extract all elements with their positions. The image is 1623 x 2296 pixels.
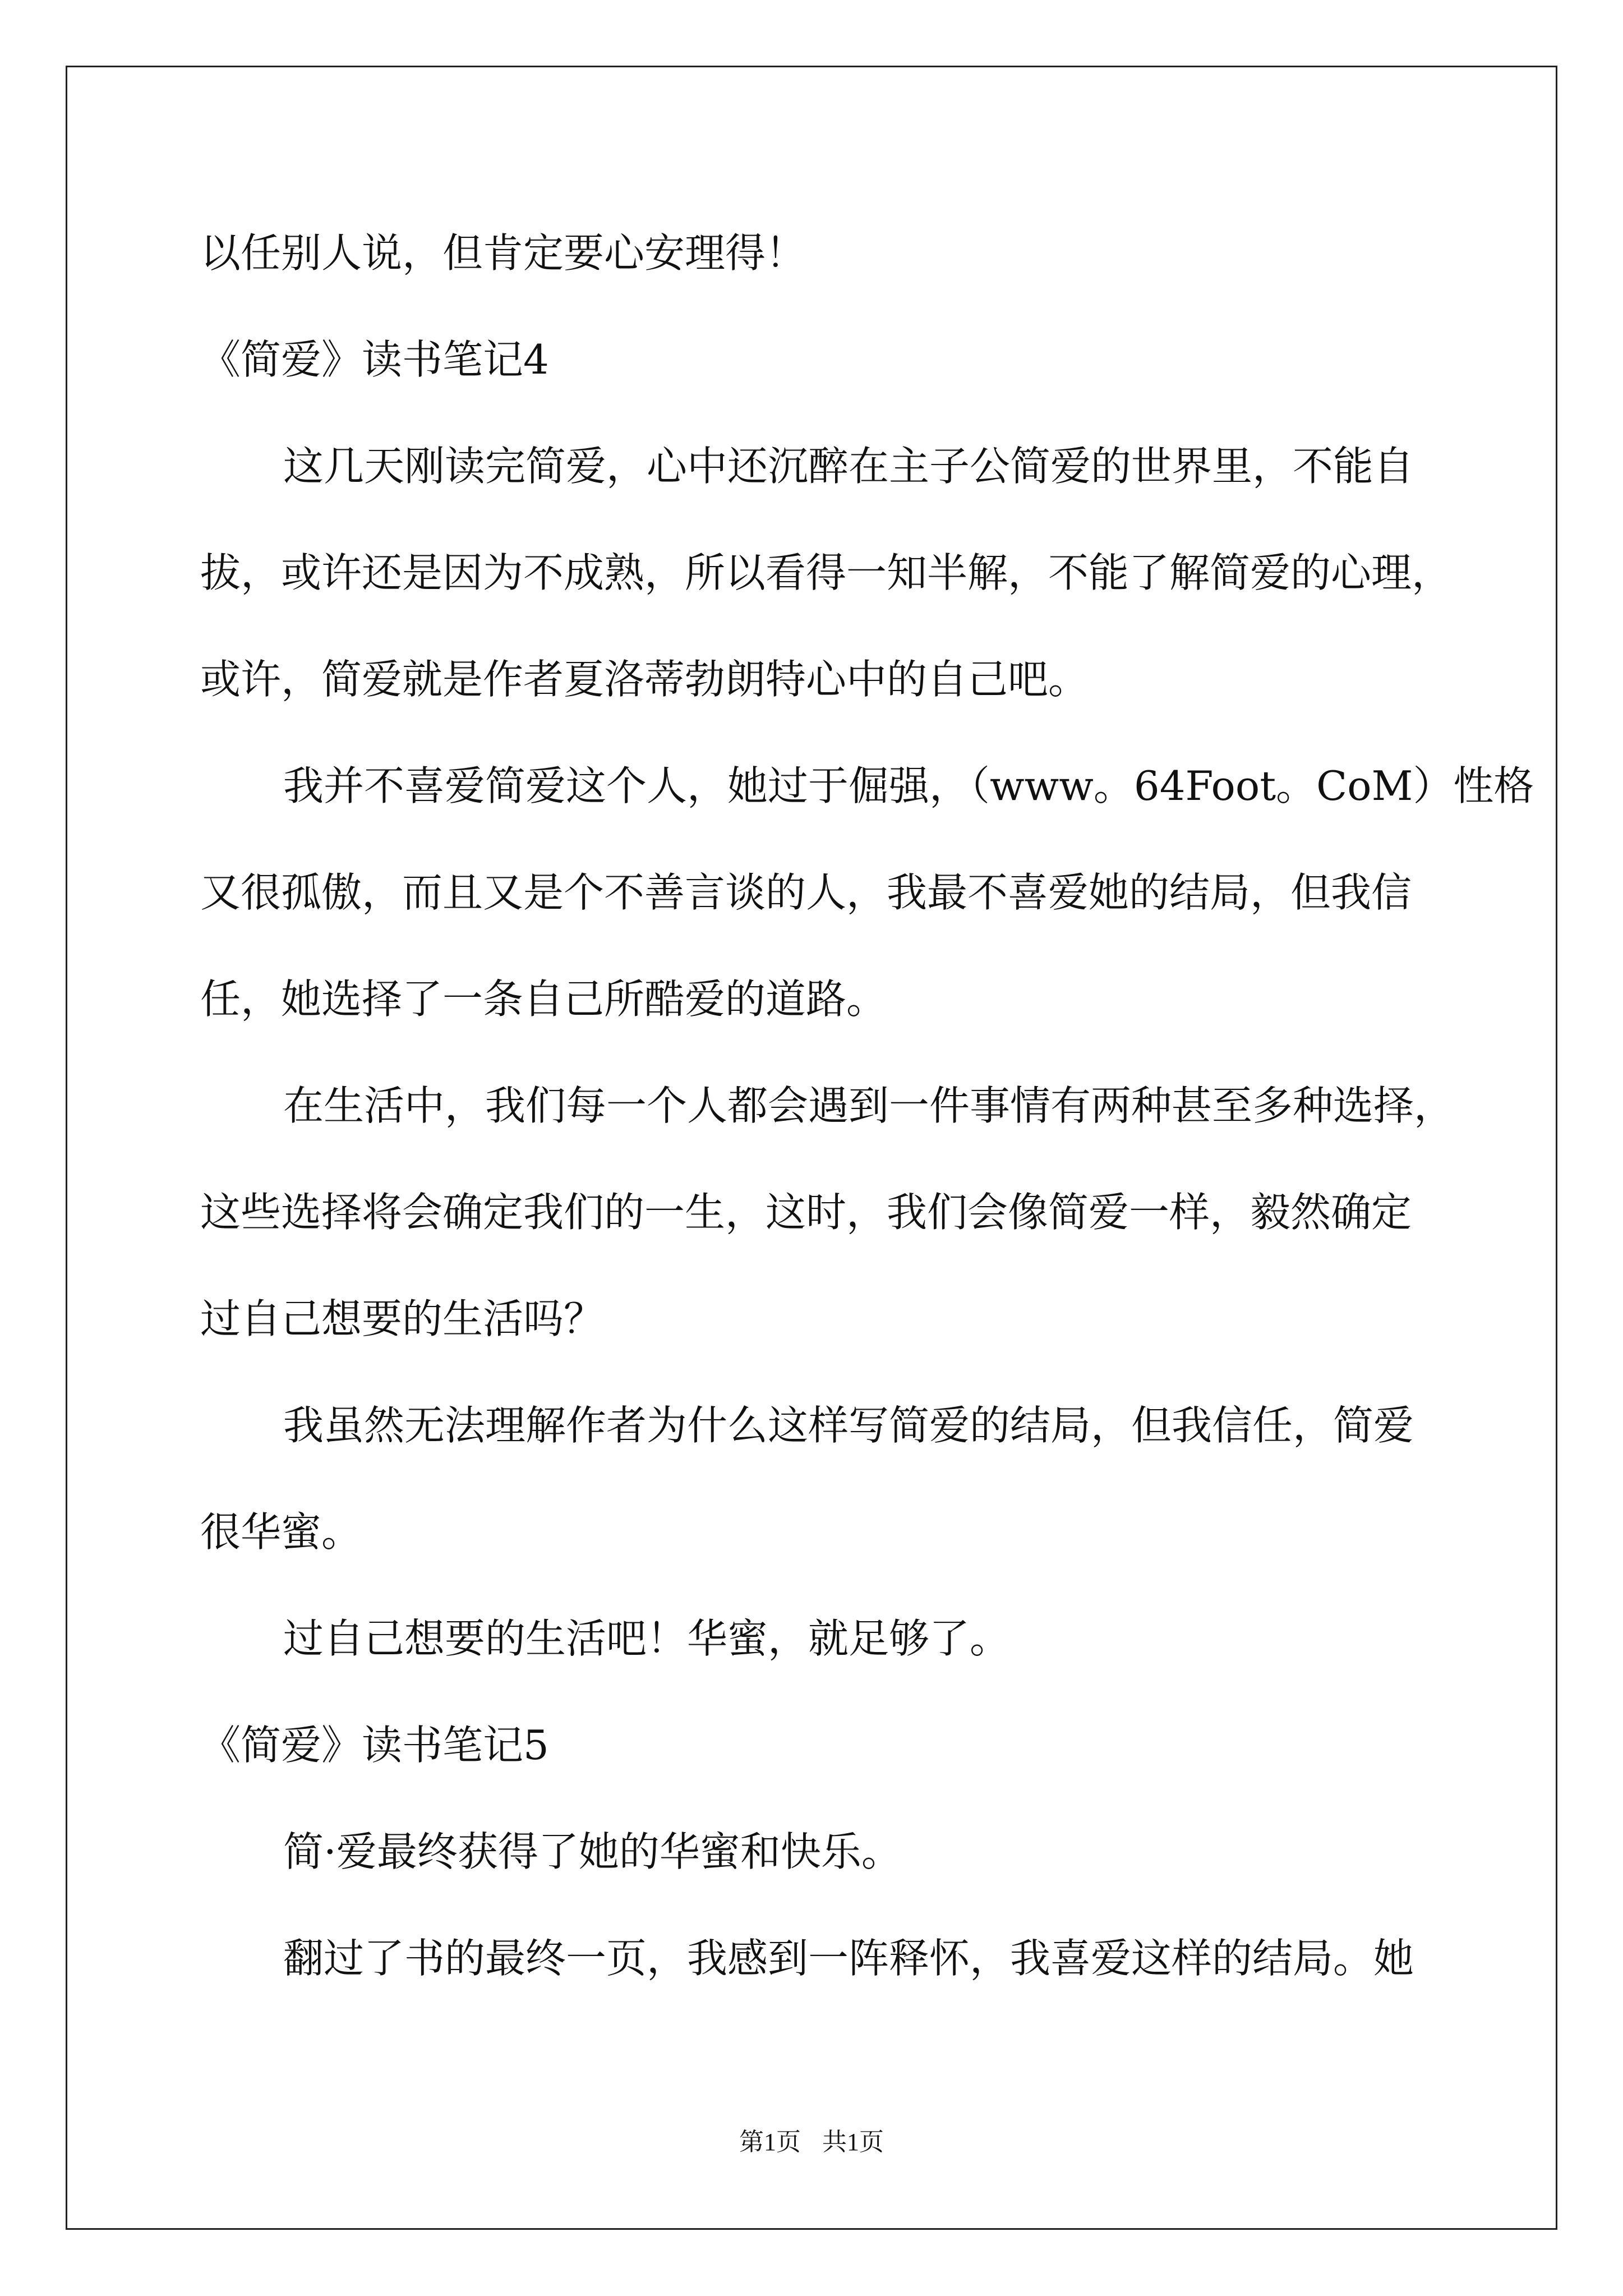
page-number-total: 共1页 [822, 2128, 884, 2156]
paragraph-line: 又很孤傲，而且又是个不善言谈的人，我最不喜爱她的结局，但我信 [200, 869, 1412, 916]
page-border [66, 66, 1557, 2230]
paragraph-line: 翻过了书的最终一页，我感到一阵释怀，我喜爱这样的结局。她 [283, 1935, 1414, 1982]
paragraph-line: 过自己想要的生活吗？ [200, 1295, 605, 1342]
paragraph-line: 简·爱最终获得了她的华蜜和快乐。 [283, 1828, 902, 1875]
section-heading: 《简爱》读书笔记5 [200, 1722, 549, 1769]
paragraph-line: 很华蜜。 [200, 1508, 362, 1556]
section-heading: 《简爱》读书笔记4 [200, 336, 549, 383]
paragraph-line: 过自己想要的生活吧！华蜜，就足够了。 [283, 1615, 1011, 1662]
paragraph-line: 这几天刚读完简爱，心中还沉醉在主子公简爱的世界里，不能自 [283, 443, 1414, 490]
paragraph-line: 在生活中，我们每一个人都会遇到一件事情有两种甚至多种选择， [283, 1082, 1455, 1129]
text-line: 以任别人说，但肯定要心安理得！ [200, 229, 806, 277]
paragraph-line: 或许，简爱就是作者夏洛蒂勃朗特心中的自己吧。 [200, 656, 1089, 703]
page-number-current: 第1页 [739, 2128, 801, 2156]
paragraph-line: 我并不喜爱简爱这个人，她过于倔强，（www。64Foot。CoM）性格 [283, 762, 1534, 809]
paragraph-line: 拔，或许还是因为不成熟，所以看得一知半解，不能了解简爱的心理， [200, 549, 1453, 596]
page-footer [0, 2122, 1623, 2157]
paragraph-line: 这些选择将会确定我们的一生，这时，我们会像简爱一样，毅然确定 [200, 1189, 1412, 1236]
paragraph-line: 我虽然无法理解作者为什么这样写简爱的结局，但我信任，简爱 [283, 1402, 1414, 1449]
paragraph-line: 任，她选择了一条自己所酷爱的道路。 [200, 976, 887, 1023]
